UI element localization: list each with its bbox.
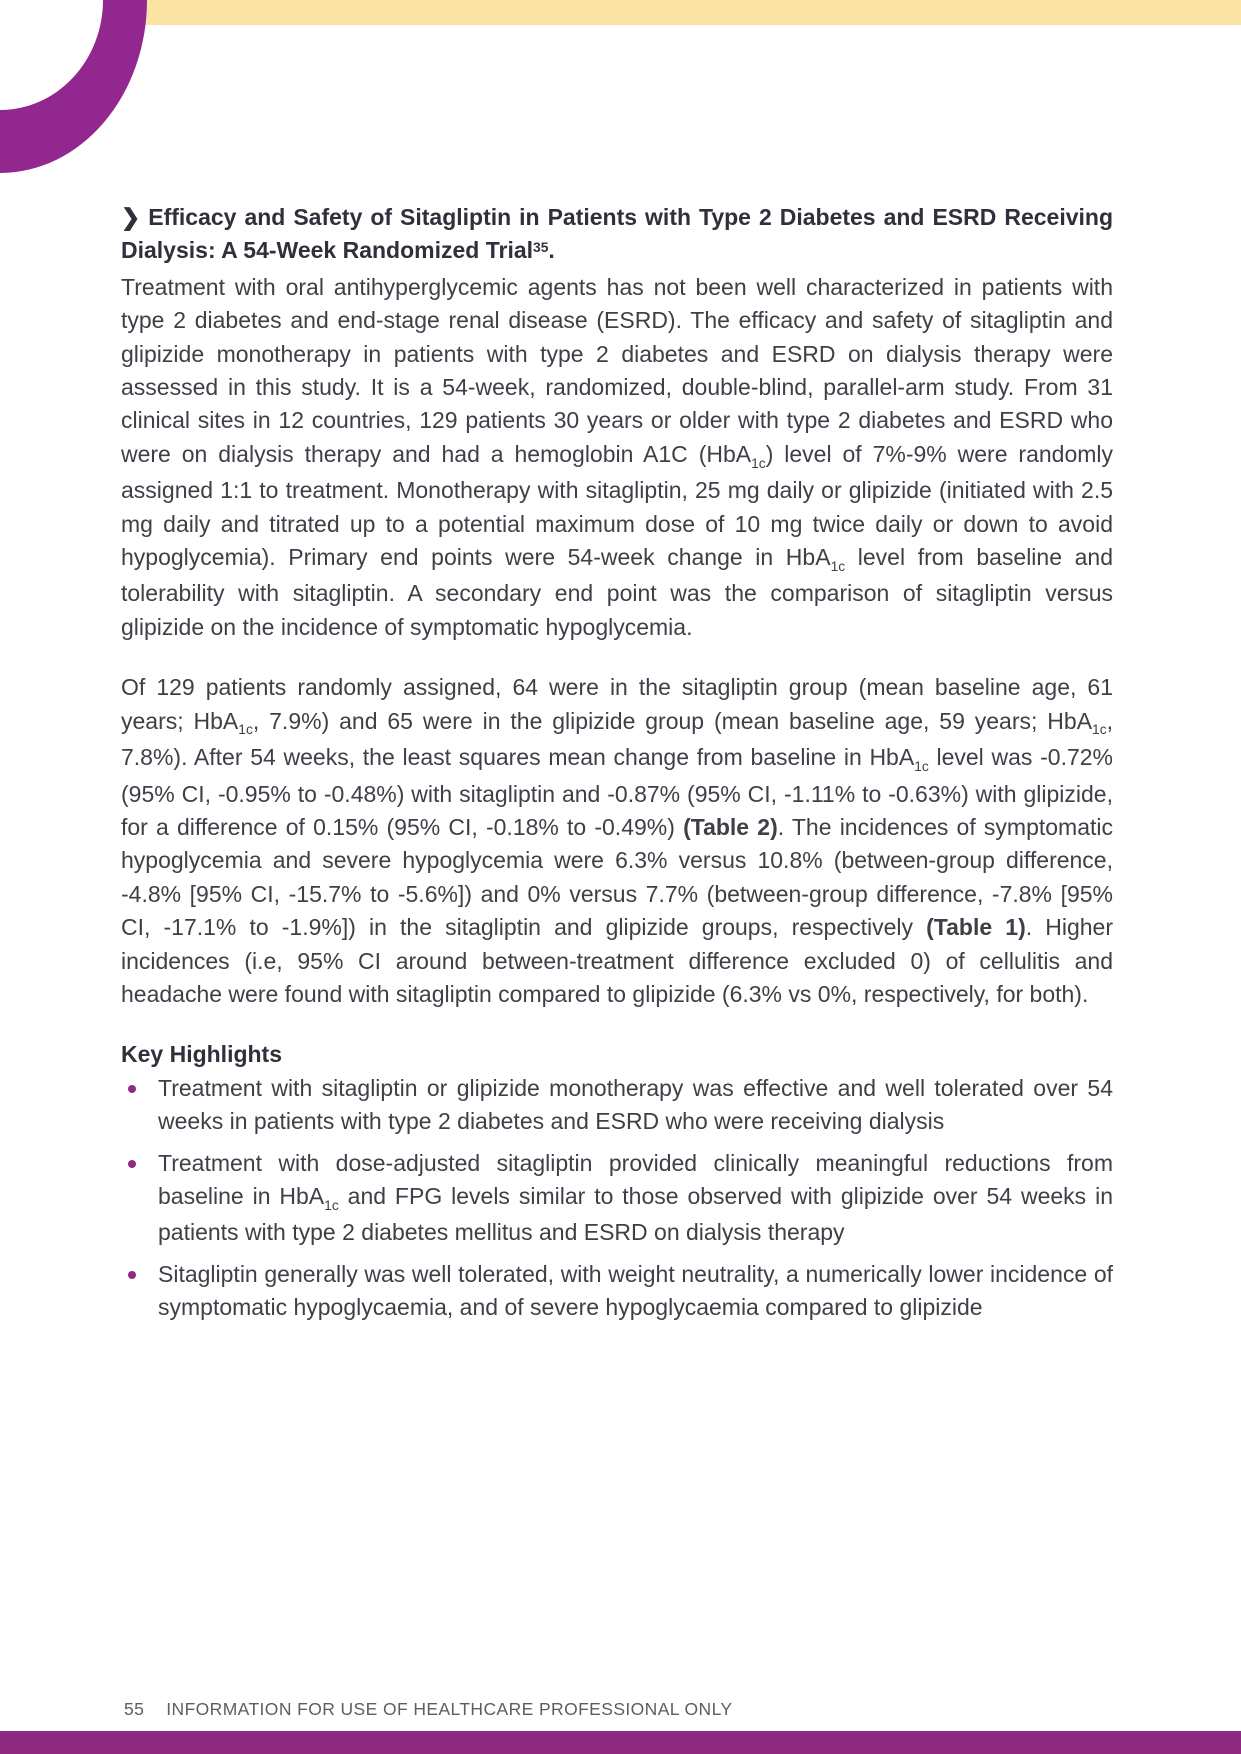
corner-arc-decoration (0, 0, 200, 200)
article-paragraph: Treatment with oral antihyperglycemic agents has not been well characterized in patients with type 2 diabetes and end-stage renal disease (ESRD). The efficacy and safety of sitagliptin and glipizide monotherapy in patients with type 2 diabetes and ESRD on dialysis therapy were assessed in this study. It is a 54-week, randomized, double-blind, parallel-arm study. From 31 clinical sites in 12 countries, 129 patients 30 years or older with type 2 diabetes and ESRD who were on dialysis therapy and had a hemoglobin A1C (HbA$_{1c}$) level of 7%-9% were randomly assigned 1:1 to treatment. Monotherapy with sitagliptin, 25 mg daily or glipizide (initiated with 2.5 mg daily and titrated up to a potential maximum dose of 10 mg twice daily or down to avoid hypoglycemia). Primary end points were 54-week change in HbA$_{1c}$ level from baseline and tolerability with sitagliptin. A secondary end point was the comparison of sitagliptin versus glipizide on the incidence of symptomatic hypoglycemia. (121, 273, 1114, 640)
footer-page-number: 55 (124, 1699, 145, 1719)
bullet-icon (128, 1160, 136, 1168)
bullet-icon (128, 1085, 136, 1093)
key-highlight-text: Treatment with dose-adjusted sitagliptin provided clinically meaningful reductions from baseline in HbA$_{1c}$ and FPG levels similar to those observed with glipizide over 54 weeks in patients with type 2 diabetes mellitus and ESRD on dialysis therapy (158, 1149, 1113, 1246)
page-footer (124, 1699, 732, 1720)
key-highlights-heading: Key Highlights (121, 1041, 283, 1068)
key-highlight-item (121, 1147, 1113, 1250)
arrow-bullet-icon: ❯ (121, 204, 141, 230)
key-highlight-item (121, 1072, 1113, 1139)
bullet-icon (128, 1271, 136, 1279)
article-paragraph: Of 129 patients randomly assigned, 64 were in the sitagliptin group (mean baseline age, 61 years; HbA$_{1c}$, 7.9%) and 65 were in the glipizide group (mean baseline age, 59 years; HbA$_{1c}$, 7.8%). After 54 weeks, the least squares mean change from baseline in HbA$_{1c}$ level was -0.72% (95% CI, -0.95% to -0.48%) with sitagliptin and -0.87% (95% CI, -1.11% to -0.63%) with glipizide, for a difference of 0.15% (95% CI, -0.18% to -0.49%) (Table 2). The incidences of symptomatic hypoglycemia and severe hypoglycemia were 6.3% versus 10.8% (between-group difference, -4.8% [95% CI, -15.7% to -5.6%]) and 0% versus 7.7% (between-group difference, -7.8% [95% CI, -17.1% to -1.9%]) in the sitagliptin and glipizide groups, respectively (Table 1). Higher incidences (i.e, 95% CI around between-treatment difference excluded 0) of cellulitis and headache were found with sitagliptin compared to glipizide (6.3% vs 0%, respectively, for both). (121, 674, 1113, 1007)
top-accent-band (140, 0, 1241, 25)
key-highlight-text: Sitagliptin generally was well tolerated, with weight neutrality, a numerically lower incidence of symptomatic hypoglycaemia, and of severe hypoglycaemia compared to glipizide (158, 1260, 1113, 1321)
key-highlights-list (121, 1072, 1113, 1325)
bottom-accent-bar (0, 1731, 1241, 1754)
key-highlight-item (121, 1258, 1113, 1325)
article-content (121, 201, 1113, 1333)
article-heading: ❯ Efficacy and Safety of Sitagliptin in Patients with Type 2 Diabetes and ESRD Receiving Dialysis: A 54-Week Randomized Trial$^{35}$. (121, 204, 1113, 264)
key-highlight-text: Treatment with sitagliptin or glipizide monotherapy was effective and well tolerated over 54 weeks in patients with type 2 diabetes and ESRD who were receiving dialysis (158, 1074, 1113, 1135)
footer-notice: INFORMATION FOR USE OF HEALTHCARE PROFESSIONAL ONLY (166, 1699, 733, 1719)
